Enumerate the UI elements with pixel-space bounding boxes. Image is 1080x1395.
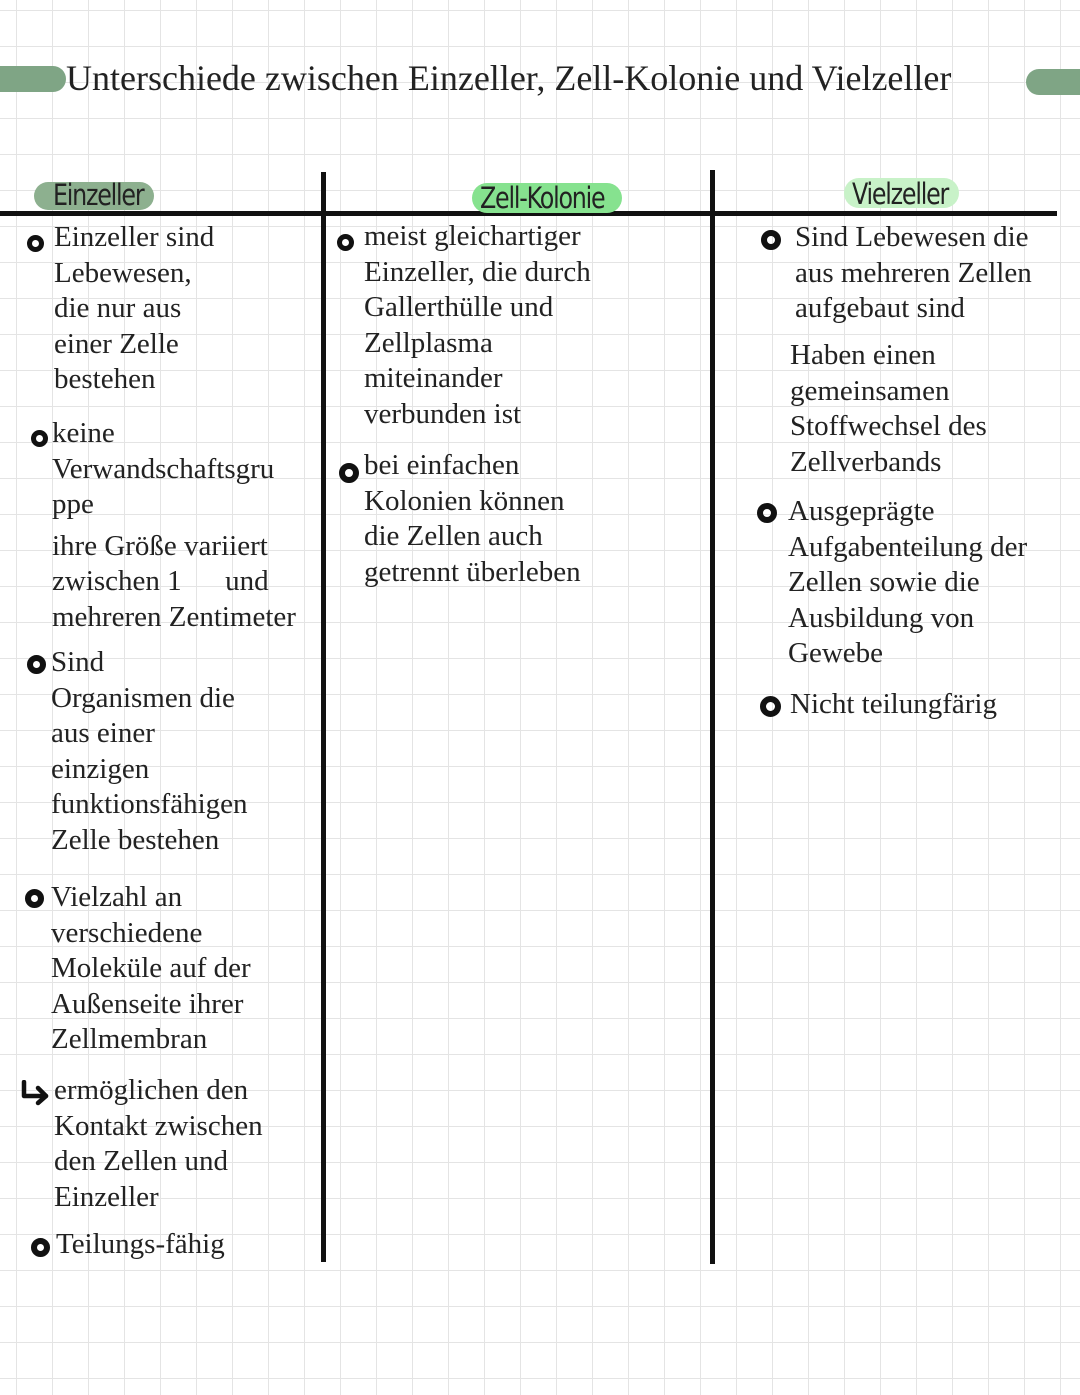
arrow-right-icon xyxy=(20,1080,50,1106)
list-item-einzeller-3: Sind Organismen die aus einer einzigen funktionsfähigen Zelle bestehen xyxy=(51,646,248,856)
list-item-kolonie-2: bei einfachen Kolonien können die Zellen auch getrennt überleben xyxy=(364,449,581,588)
title-highlight-left xyxy=(0,66,66,92)
circle-bullet-icon xyxy=(27,655,46,674)
list-item-vielzeller-3: Ausgeprägte Aufgabenteilung der Zellen sowie die Ausbildung von Gewebe xyxy=(788,495,1028,670)
list-item-einzeller-2: keine Verwandschaftsgru ppe ihre Größe variiert zwischen 1 und mehreren Zentimeter xyxy=(52,417,296,633)
column-divider-1 xyxy=(321,172,326,1262)
circle-bullet-icon xyxy=(760,696,781,717)
circle-bullet-icon xyxy=(25,889,44,908)
circle-bullet-icon xyxy=(31,430,48,447)
column-header-einzeller: Einzeller xyxy=(53,178,144,212)
list-item-kolonie-1: meist gleichartiger Einzeller, die durch Gallerthülle und Zellplasma miteinander verbunden ist xyxy=(364,220,591,430)
circle-bullet-icon xyxy=(337,234,354,251)
page-title: Unterschiede zwischen Einzeller, Zell-Kolonie und Vielzeller xyxy=(66,58,952,98)
list-item-vielzeller-4: Nicht teilungfärig xyxy=(790,688,997,720)
circle-bullet-icon xyxy=(27,235,44,252)
list-item-einzeller-6: Teilungs-fähig xyxy=(56,1228,225,1260)
list-item-vielzeller-1: Sind Lebewesen die aus mehreren Zellen aufgebaut sind xyxy=(795,221,1032,325)
circle-bullet-icon xyxy=(761,230,781,250)
column-header-zell-kolonie: Zell-Kolonie xyxy=(480,181,605,215)
column-divider-2 xyxy=(710,170,715,1264)
circle-bullet-icon xyxy=(339,463,359,483)
list-item-einzeller-4: Vielzahl an verschiedene Moleküle auf der Außenseite ihrer Zellmembran xyxy=(51,881,251,1056)
circle-bullet-icon xyxy=(757,503,777,523)
column-header-vielzeller: Vielzeller xyxy=(852,177,949,211)
list-item-einzeller-5: ermöglichen den Kontakt zwischen den Zellen und Einzeller xyxy=(54,1074,263,1213)
circle-bullet-icon xyxy=(31,1238,50,1257)
list-item-einzeller-1: Einzeller sind Lebewesen, die nur aus einer Zelle bestehen xyxy=(54,221,215,396)
list-item-vielzeller-2: Haben einen gemeinsamen Stoffwechsel des Zellverbands xyxy=(790,339,987,478)
